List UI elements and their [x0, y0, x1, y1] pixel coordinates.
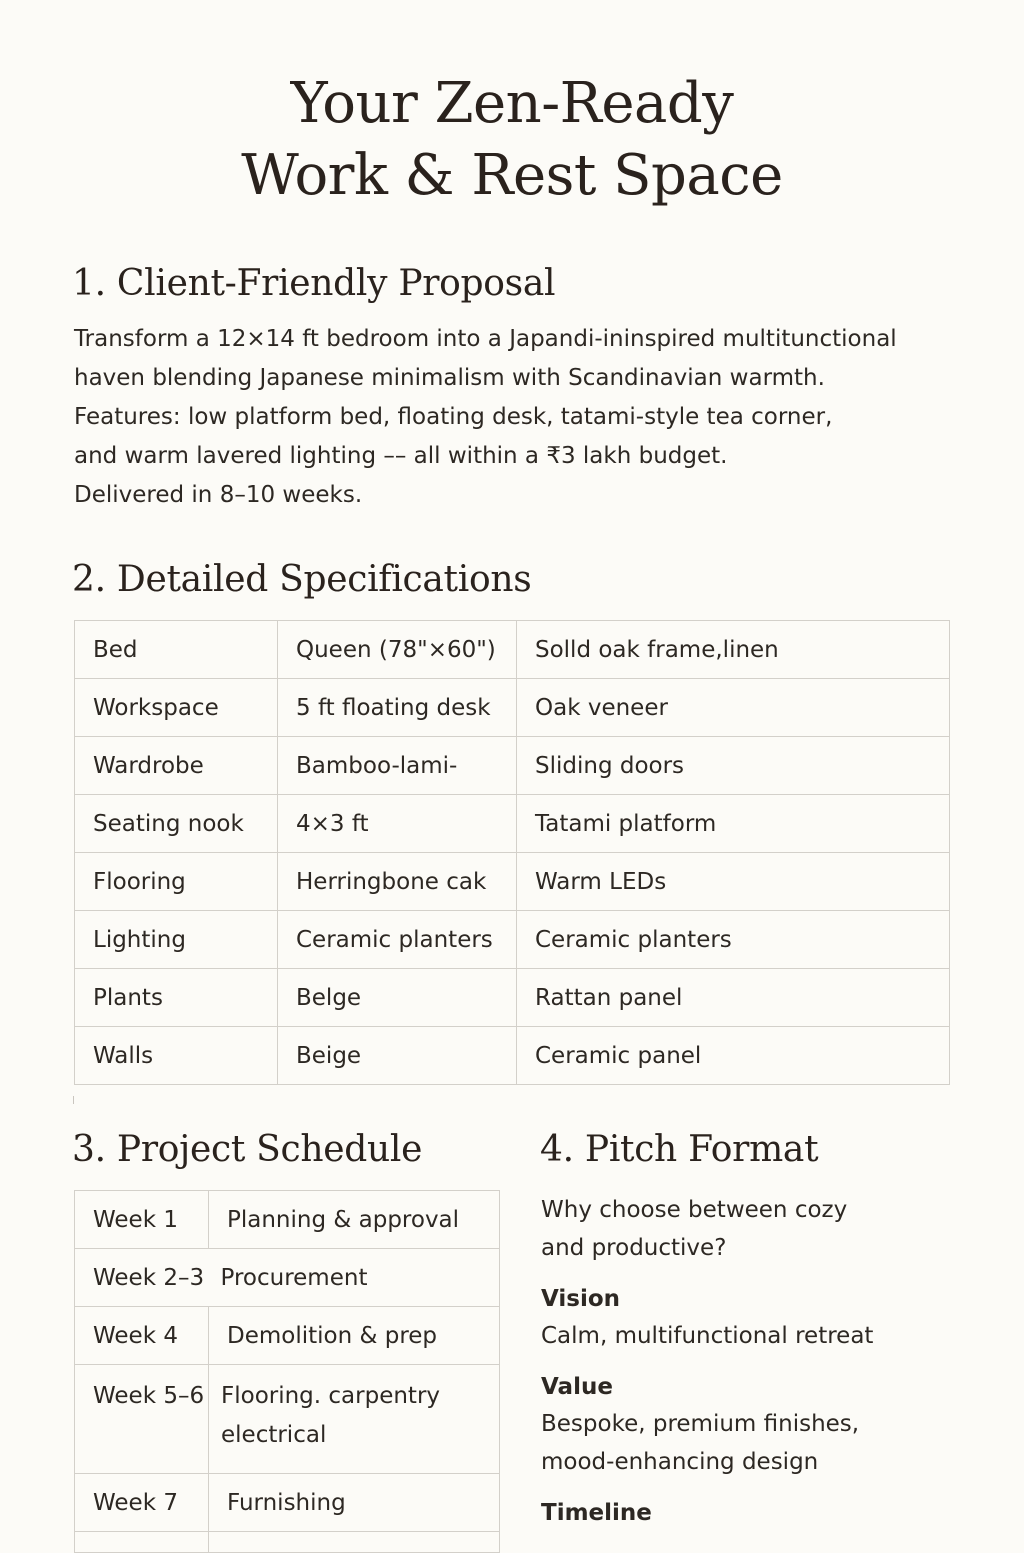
specs-heading: 2. Detailed Specifications: [72, 559, 532, 600]
pitch-heading: 4. Pitch Format: [540, 1129, 819, 1170]
schedule-task: [209, 1365, 500, 1474]
spec-size: 4×3 ft: [278, 795, 517, 853]
pitch-intro-line: Why choose between cozy: [541, 1197, 848, 1223]
pitch-section-label: Vision: [541, 1286, 621, 1312]
schedule-week: Week 4: [75, 1307, 209, 1365]
table-row: [75, 795, 950, 853]
spec-item: Plants: [75, 969, 278, 1027]
page-title: [0, 68, 1024, 212]
table-row: [75, 969, 950, 1027]
schedule-task: Planning & approval: [209, 1191, 500, 1249]
spec-material: Solld oak frame,linen: [517, 621, 950, 679]
spec-material: Tatami platform: [517, 795, 950, 853]
spec-item: Workspace: [75, 679, 278, 737]
proposal-line: Features: low platform bed, floating desk, tatami-style tea corner,: [74, 404, 833, 430]
spec-item: Flooring: [75, 853, 278, 911]
spec-item: Seating nook: [75, 795, 278, 853]
table-row: [75, 1249, 500, 1307]
spec-size: Bamboo-lami-: [278, 737, 517, 795]
spec-size: Beige: [278, 1027, 517, 1085]
table-row: [75, 1532, 500, 1553]
proposal-line: Transform a 12×14 ft bedroom into a Japandi-ininspired multitunctional: [74, 326, 897, 352]
schedule-task-line: electrical: [221, 1422, 327, 1448]
table-row: [75, 1474, 500, 1532]
spec-material: Rattan panel: [517, 969, 950, 1027]
spec-item: Bed: [75, 621, 278, 679]
schedule-week: Week 7: [75, 1474, 209, 1532]
table-row: [75, 853, 950, 911]
table-edge-mark: [73, 1096, 74, 1104]
pitch-intro-line: and productive?: [541, 1235, 727, 1261]
schedule-task-line: Flooring. carpentry: [221, 1383, 441, 1409]
table-row: [75, 679, 950, 737]
pitch-section-text: Calm, multifunctional retreat: [541, 1323, 874, 1349]
spec-size: Belge: [278, 969, 517, 1027]
table-row: [75, 1307, 500, 1365]
schedule-task: Demolition & prep: [209, 1307, 500, 1365]
pitch-section-label: Timeline: [541, 1500, 652, 1526]
spec-item: Lighting: [75, 911, 278, 969]
schedule-heading: 3. Project Schedule: [72, 1129, 423, 1170]
spec-item: Walls: [75, 1027, 278, 1085]
schedule-week: [75, 1532, 209, 1553]
table-row: [75, 1191, 500, 1249]
proposal-body: [74, 320, 954, 515]
schedule-week: Week 5–6: [75, 1365, 209, 1474]
table-row: [75, 737, 950, 795]
spec-size: 5 ft floating desk: [278, 679, 517, 737]
proposal-line: haven blending Japanese minimalism with Scandinavian warmth.: [74, 365, 825, 391]
spec-material: Oak veneer: [517, 679, 950, 737]
schedule-task: [209, 1532, 500, 1553]
pitch-section-text: mood-enhancing design: [541, 1449, 819, 1475]
schedule-week: Week 2–3: [75, 1249, 209, 1307]
spec-size: Queen (78"×60"): [278, 621, 517, 679]
page-title-line-1: Your Zen-Ready: [290, 71, 734, 136]
spec-material: Sliding doors: [517, 737, 950, 795]
spec-material: Warm LEDs: [517, 853, 950, 911]
table-row: [75, 911, 950, 969]
schedule-table: [74, 1190, 500, 1553]
spec-material: Ceramic panel: [517, 1027, 950, 1085]
proposal-line: and warm lavered lighting –– all within a ₹3 lakh budget.: [74, 443, 728, 469]
proposal-line: Delivered in 8–10 weeks.: [74, 482, 363, 508]
schedule-task: Furnishing: [209, 1474, 500, 1532]
spec-size: Herringbone cak: [278, 853, 517, 911]
table-row: [75, 621, 950, 679]
schedule-task: Procurement: [209, 1249, 500, 1307]
page-title-line-2: Work & Rest Space: [241, 143, 783, 208]
schedule-week: Week 1: [75, 1191, 209, 1249]
table-row: [75, 1027, 950, 1085]
proposal-heading: 1. Client-Friendly Proposal: [72, 263, 556, 304]
table-row: [75, 1365, 500, 1474]
pitch-section-label: Value: [541, 1374, 613, 1400]
spec-item: Wardrobe: [75, 737, 278, 795]
spec-size: Ceramic planters: [278, 911, 517, 969]
pitch-body: [541, 1190, 1001, 1531]
pitch-section-text: Bespoke, premium finishes,: [541, 1411, 860, 1437]
specifications-table: [74, 620, 950, 1085]
spec-material: Ceramic planters: [517, 911, 950, 969]
